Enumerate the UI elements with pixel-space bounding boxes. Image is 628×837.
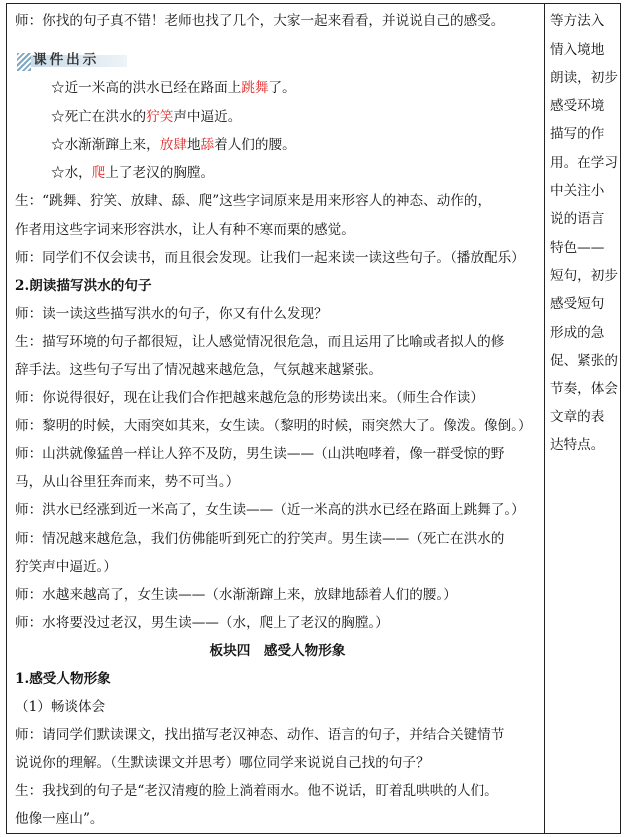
side-line: 等方法入 xyxy=(550,13,605,29)
side-line: 中关注小 xyxy=(550,183,605,199)
stripe-icon xyxy=(17,53,31,71)
section-title: 板块四 感受人物形象 xyxy=(209,643,346,659)
highlight-word: 狞笑 xyxy=(146,109,174,125)
side-line: 情入境地 xyxy=(550,42,605,58)
section-heading: 1.感受人物形象 xyxy=(15,671,111,687)
text-line: 师：同学们不仅会读书，而且很会发现。让我们一起来读一读这些句子。（播放配乐） xyxy=(15,250,525,266)
lesson-table xyxy=(6,3,621,834)
side-line: 朗读，初步 xyxy=(550,70,618,86)
text-line: 师：读一读这些描写洪水的句子，你又有什么发现？ xyxy=(15,306,328,322)
highlight-word: 放肆 xyxy=(159,137,187,153)
quote-line: ☆近一米高的洪水已经在路面上跳舞了。 xyxy=(51,80,296,96)
text-line: 师：请同学们默读课文，找出描写老汉神态、动作、语言的句子，并结合关键情节 xyxy=(15,727,505,743)
text-line: 说说你的理解。（生默读课文并思考）哪位同学来说说自己找的句子？ xyxy=(15,755,430,771)
column-divider xyxy=(544,4,545,833)
text-line: 师：水将要没过老汉，男生读——（水，爬上了老汉的胸膛。） xyxy=(15,615,389,631)
side-line: 用。在学习 xyxy=(550,155,618,171)
text-line: 师：洪水已经涨到近一米高了，女生读——（近一米高的洪水已经在路面上跳舞了。） xyxy=(15,502,525,518)
highlight-word: 跳舞 xyxy=(241,80,269,96)
text-line: 生：“跳舞、狞笑、放肆、舔、爬”这些字词原来是用来形容人的神态、动作的， xyxy=(15,193,492,209)
side-line: 形成的急 xyxy=(550,325,605,341)
text-line: 辞手法。这些句子写出了情况越来越危急，气氛越来越紧张。 xyxy=(15,362,383,378)
text-line: 师：黎明的时候，大雨突如其来，女生读。（黎明的时候，雨突然大了。像泼。像倒。） xyxy=(15,418,532,434)
text-line: 师：你说得很好，现在让我们合作把越来越危急的形势读出来。（师生合作读） xyxy=(15,390,484,406)
quote-line: ☆死亡在洪水的狞笑声中逼近。 xyxy=(51,109,242,125)
courseware-badge xyxy=(15,47,135,71)
badge-label: 课件出示 xyxy=(33,52,100,68)
side-line: 文章的表 xyxy=(550,409,605,425)
section-heading: 2.朗读描写洪水的句子 xyxy=(15,278,152,294)
text-line: 狞笑声中逼近。） xyxy=(15,559,117,575)
text-line: 师：水越来越高了，女生读——（水渐渐蹿上来，放肆地舔着人们的腰。） xyxy=(15,587,457,603)
text-line: 生：描写环境的句子都很短，让人感觉情况很危急，而且运用了比喻或者拟人的修 xyxy=(15,334,505,350)
quote-line: ☆水，爬上了老汉的胸膛。 xyxy=(51,165,215,181)
side-line: 节奏，体会 xyxy=(550,381,618,397)
text-line: 作者用这些字词来形容洪水，让人有种不寒而栗的感觉。 xyxy=(15,222,355,238)
highlight-word: 舔 xyxy=(200,137,215,153)
text-line: 师：你找的句子真不错！老师也找了几个，大家一起来看看，并说说自己的感受。 xyxy=(15,13,505,29)
text-line: 师：情况越来越危急，我们仿佛能听到死亡的狞笑声。男生读——（死亡在洪水的 xyxy=(15,531,505,547)
side-line: 达特点。 xyxy=(550,437,605,453)
side-line: 感受短句 xyxy=(550,296,605,312)
text-line: 生：我找到的句子是“老汉清瘦的脸上淌着雨水。他不说话，盯着乱哄哄的人们。 xyxy=(15,783,498,799)
side-line: 特色—— xyxy=(550,240,605,256)
text-line: 他像一座山”。 xyxy=(15,811,104,827)
text-line: （1）畅谈体会 xyxy=(15,699,106,715)
highlight-word: 爬 xyxy=(91,165,106,181)
text-line: 师：山洪就像猛兽一样让人猝不及防，男生读——（山洪咆哮着，像一群受惊的野 xyxy=(15,446,505,462)
side-line: 短句，初步 xyxy=(550,268,618,284)
side-line: 感受环境 xyxy=(550,98,605,114)
quote-line: ☆水渐渐蹿上来，放肆地舔着人们的腰。 xyxy=(51,137,296,153)
text-line: 马，从山谷里狂奔而来，势不可当。） xyxy=(15,474,240,490)
side-line: 促、紧张的 xyxy=(550,353,618,369)
side-line: 描写的作 xyxy=(550,126,605,142)
side-line: 说的语言 xyxy=(550,211,605,227)
